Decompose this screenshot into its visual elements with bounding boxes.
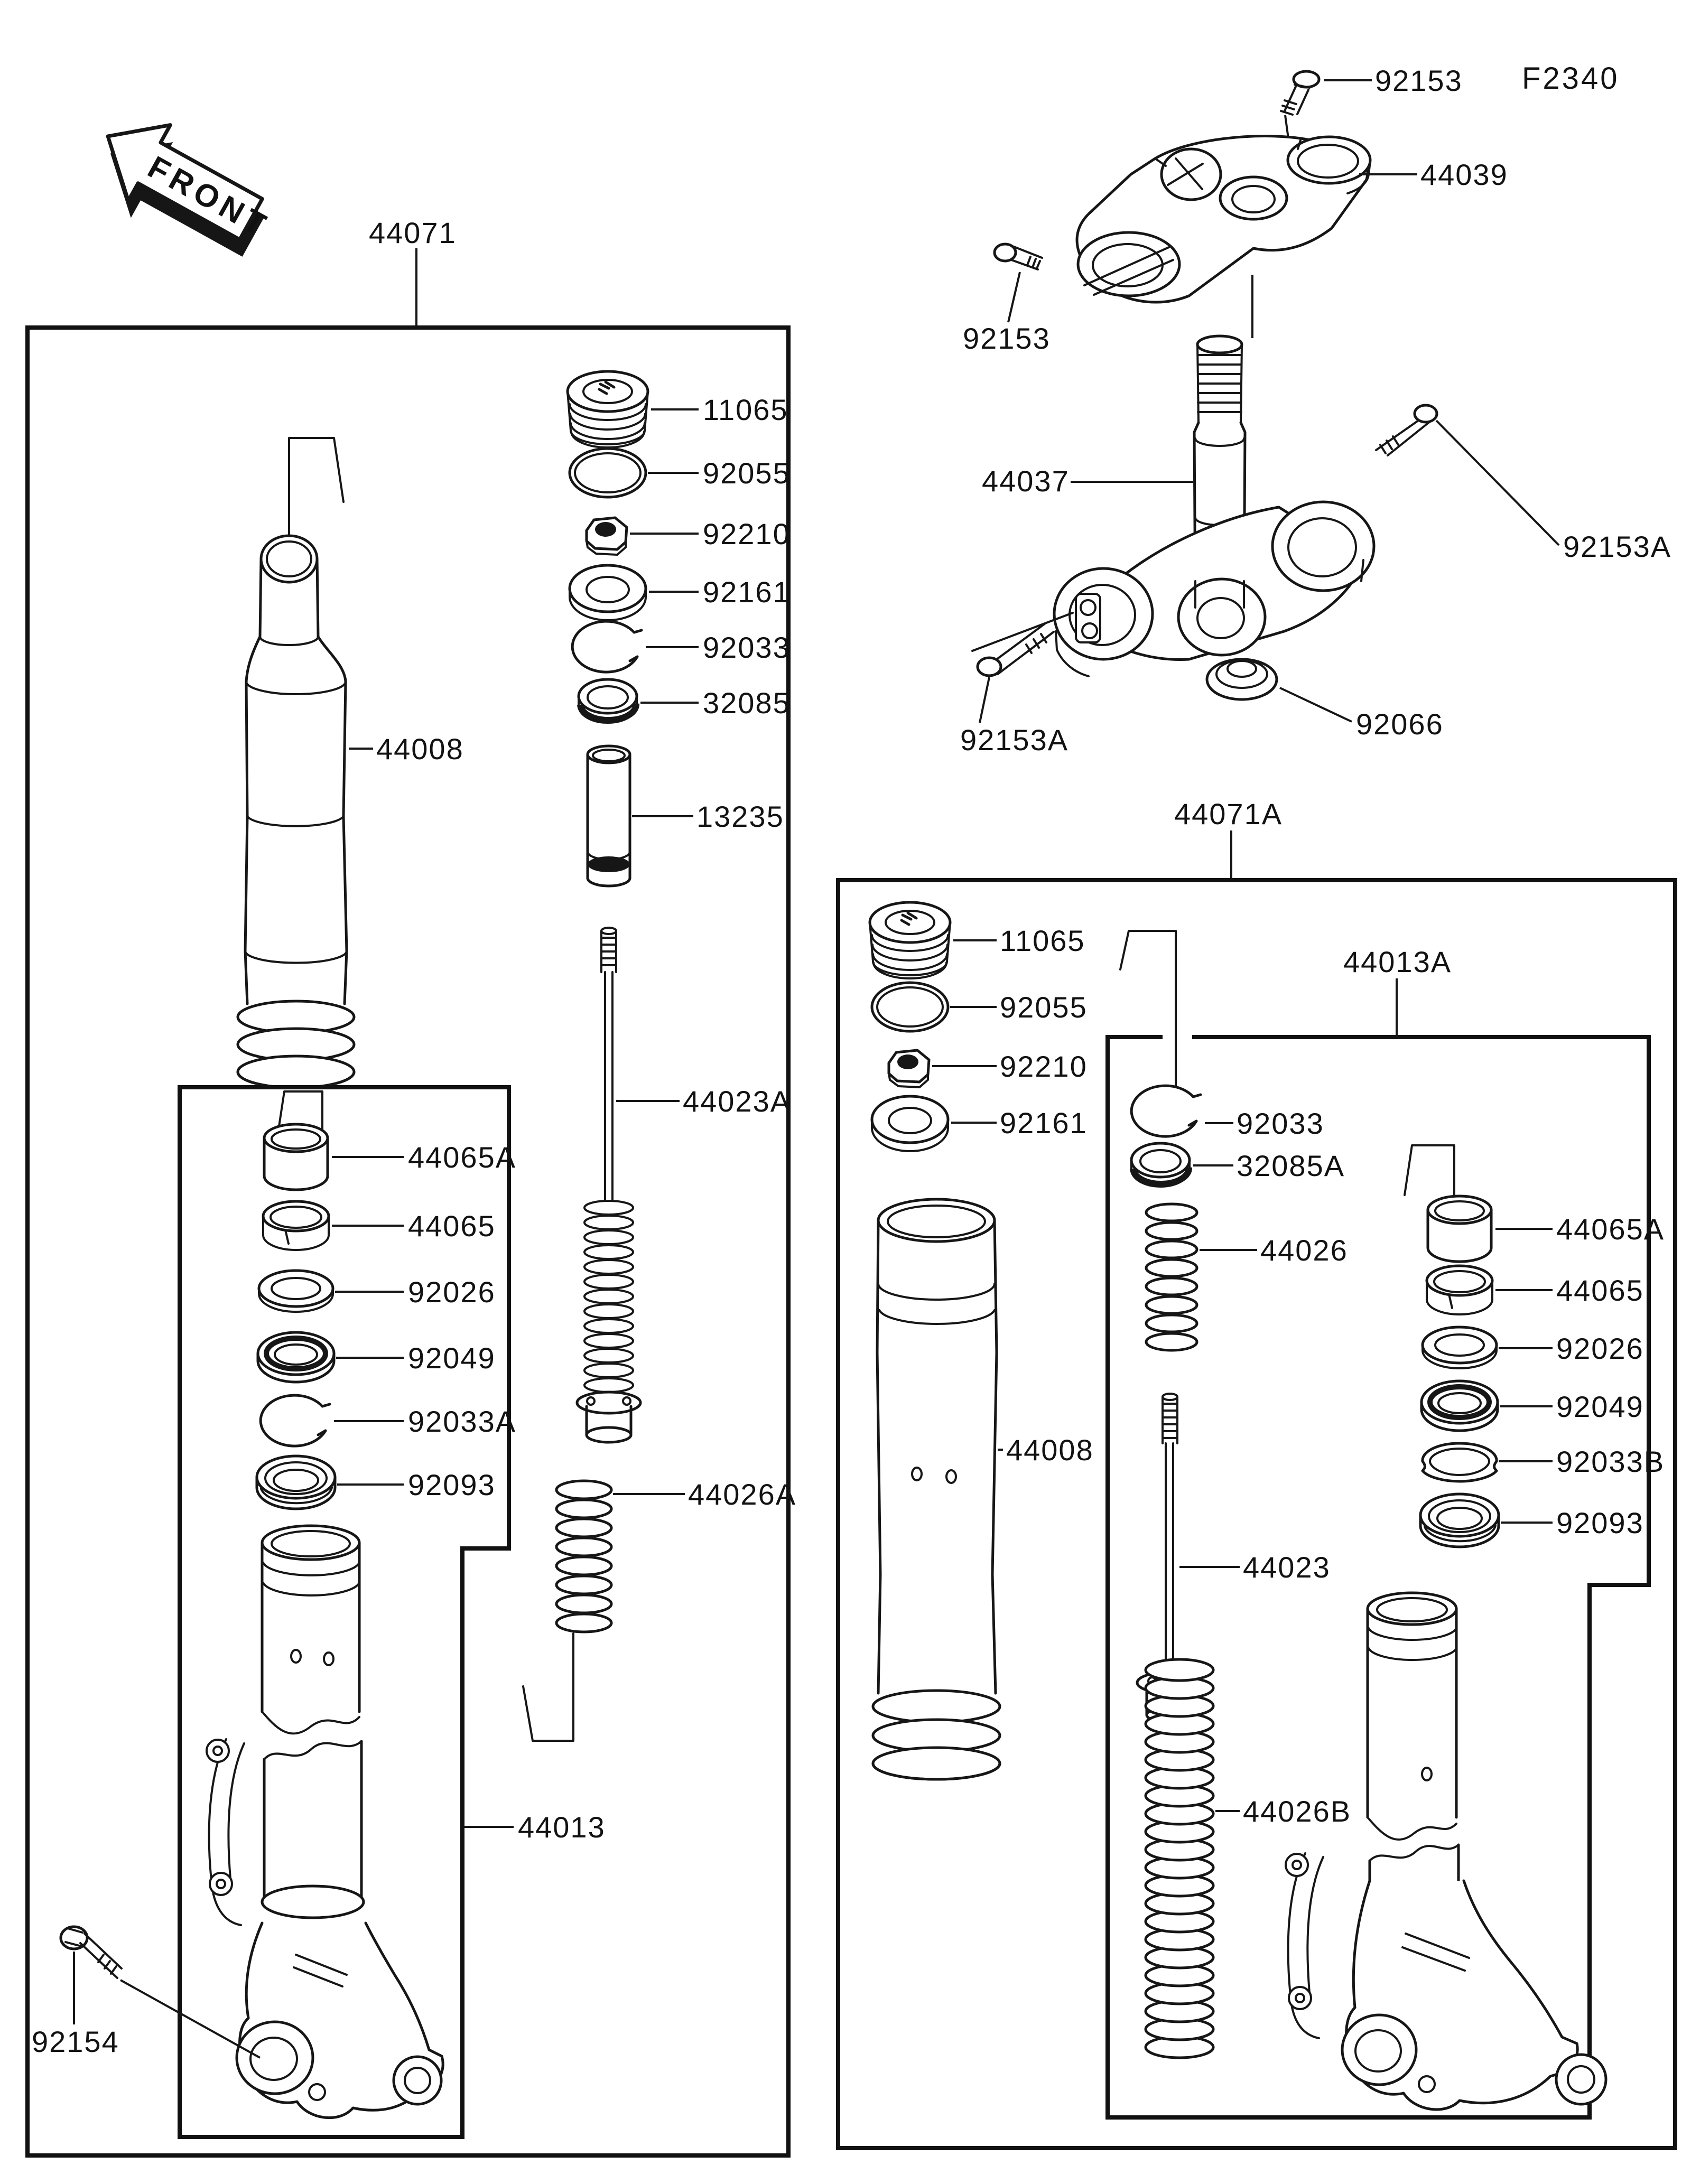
left-inner-tube — [238, 536, 354, 1088]
part-label-44008-left: 44008 — [376, 732, 464, 766]
left-cap-oring — [570, 449, 646, 497]
part-label-92033-right: 92033 — [1237, 1107, 1324, 1140]
right-nut — [889, 1050, 929, 1087]
upper-triple-clamp — [1077, 136, 1370, 302]
left-piston-rod — [577, 928, 640, 1442]
part-label-92153a-left: 92153A — [960, 723, 1069, 757]
part-label-32085a: 32085A — [1237, 1149, 1345, 1182]
leader-92154-to-leg — [120, 1980, 260, 2058]
part-label-44023a: 44023A — [683, 1085, 792, 1118]
part-label-92154: 92154 — [32, 2025, 119, 2058]
left-top-cap — [568, 371, 648, 447]
left-fork-spring — [556, 1481, 611, 1632]
part-label-92055-left: 92055 — [703, 456, 791, 490]
part-label-92161-right: 92161 — [1000, 1106, 1088, 1140]
left-oil-seal — [258, 1332, 334, 1382]
part-label-44037: 44037 — [982, 464, 1070, 498]
part-label-11065-right: 11065 — [1000, 924, 1085, 957]
right-oil-seal — [1421, 1381, 1498, 1431]
part-label-92066: 92066 — [1356, 707, 1444, 741]
left-dust-seal — [257, 1456, 335, 1509]
stem-bolt-right — [1376, 405, 1437, 455]
part-label-92049-right: 92049 — [1556, 1390, 1644, 1423]
part-label-92210-left: 92210 — [703, 517, 791, 550]
rod-rebound-coil — [584, 1201, 633, 1392]
front-direction-arrow — [79, 101, 289, 278]
part-label-92093-left: 92093 — [408, 1468, 496, 1501]
right-dust-seal — [1420, 1494, 1499, 1547]
part-label-44013: 44013 — [518, 1810, 606, 1844]
left-nut — [587, 518, 627, 555]
part-label-92153-left: 92153 — [963, 322, 1051, 355]
right-bushing — [1131, 1143, 1190, 1187]
part-label-11065-left: 11065 — [703, 393, 788, 426]
part-label-92033a: 92033A — [408, 1405, 517, 1438]
right-fork-group — [870, 902, 1665, 2117]
left-guide-bushing — [264, 1124, 328, 1190]
part-label-92049-left: 92049 — [408, 1341, 496, 1375]
stem-cap — [1207, 659, 1277, 699]
part-label-44013a: 44013A — [1343, 945, 1452, 978]
part-label-92026-right: 92026 — [1556, 1332, 1644, 1365]
part-label-44065a-left: 44065A — [408, 1141, 517, 1174]
left-fork-group — [32, 371, 796, 2137]
right-snap-ring — [1423, 1443, 1497, 1481]
sheet-code: F2340 — [1522, 61, 1620, 96]
right-circlip — [1131, 1086, 1201, 1136]
position-bracket-right-circlip — [1120, 931, 1176, 1087]
right-slide-bushing — [1427, 1266, 1492, 1314]
left-cylinder-unit — [588, 746, 630, 886]
part-label-92093-right: 92093 — [1556, 1506, 1644, 1539]
part-label-13235: 13235 — [696, 800, 784, 833]
left-outer-leg — [207, 1526, 443, 2118]
right-washer — [872, 1096, 948, 1151]
steering-stem-group — [960, 64, 1671, 757]
part-label-44008-right: 44008 — [1006, 1433, 1094, 1467]
left-slide-bushing — [263, 1201, 329, 1250]
part-label-44026: 44026 — [1260, 1234, 1348, 1267]
part-label-44026a: 44026A — [688, 1478, 797, 1511]
right-inner-tube — [873, 1199, 1000, 1779]
stem-bolt-left — [978, 623, 1054, 723]
right-cap-oring — [872, 983, 948, 1031]
part-label-92210-right: 92210 — [1000, 1050, 1088, 1083]
part-label-92055-right: 92055 — [1000, 991, 1088, 1024]
part-label-44071: 44071 — [369, 216, 457, 249]
part-label-92161-left: 92161 — [703, 575, 791, 609]
front-arrow-label: FRONT — [142, 149, 276, 245]
left-washer — [570, 565, 646, 620]
part-label-32085-left: 32085 — [703, 686, 791, 720]
left-circlip — [572, 621, 642, 672]
part-label-92026-left: 92026 — [408, 1275, 496, 1309]
right-outer-leg — [1286, 1593, 1606, 2110]
part-label-44026b: 44026B — [1243, 1795, 1352, 1828]
part-label-92033b: 92033B — [1556, 1445, 1665, 1478]
leader-92066 — [1280, 688, 1352, 722]
left-bushing — [579, 679, 637, 723]
part-label-44065a-right: 44065A — [1556, 1212, 1665, 1246]
part-label-44065-left: 44065 — [408, 1209, 496, 1243]
part-label-44039: 44039 — [1420, 158, 1508, 191]
right-main-spring — [1146, 1659, 1213, 2058]
leader-92153a-right — [1436, 421, 1559, 545]
part-label-92153a-right: 92153A — [1563, 530, 1672, 563]
part-label-44071a: 44071A — [1174, 797, 1283, 830]
part-label-44065-right: 44065 — [1556, 1274, 1644, 1307]
left-seal-spacer — [259, 1271, 333, 1312]
right-top-cap — [870, 902, 950, 978]
left-snap-ring — [261, 1395, 330, 1446]
right-guide-bushing — [1428, 1196, 1491, 1262]
right-fork-box — [838, 880, 1675, 2148]
part-label-92153-top: 92153 — [1375, 64, 1463, 97]
lower-left-clamp-bolt — [995, 244, 1042, 322]
right-seal-spacer — [1423, 1327, 1497, 1368]
right-rebound-spring — [1146, 1204, 1197, 1350]
part-label-44023: 44023 — [1243, 1551, 1331, 1584]
position-bracket-left-spring — [523, 1634, 573, 1741]
part-label-92033-left: 92033 — [703, 631, 791, 664]
